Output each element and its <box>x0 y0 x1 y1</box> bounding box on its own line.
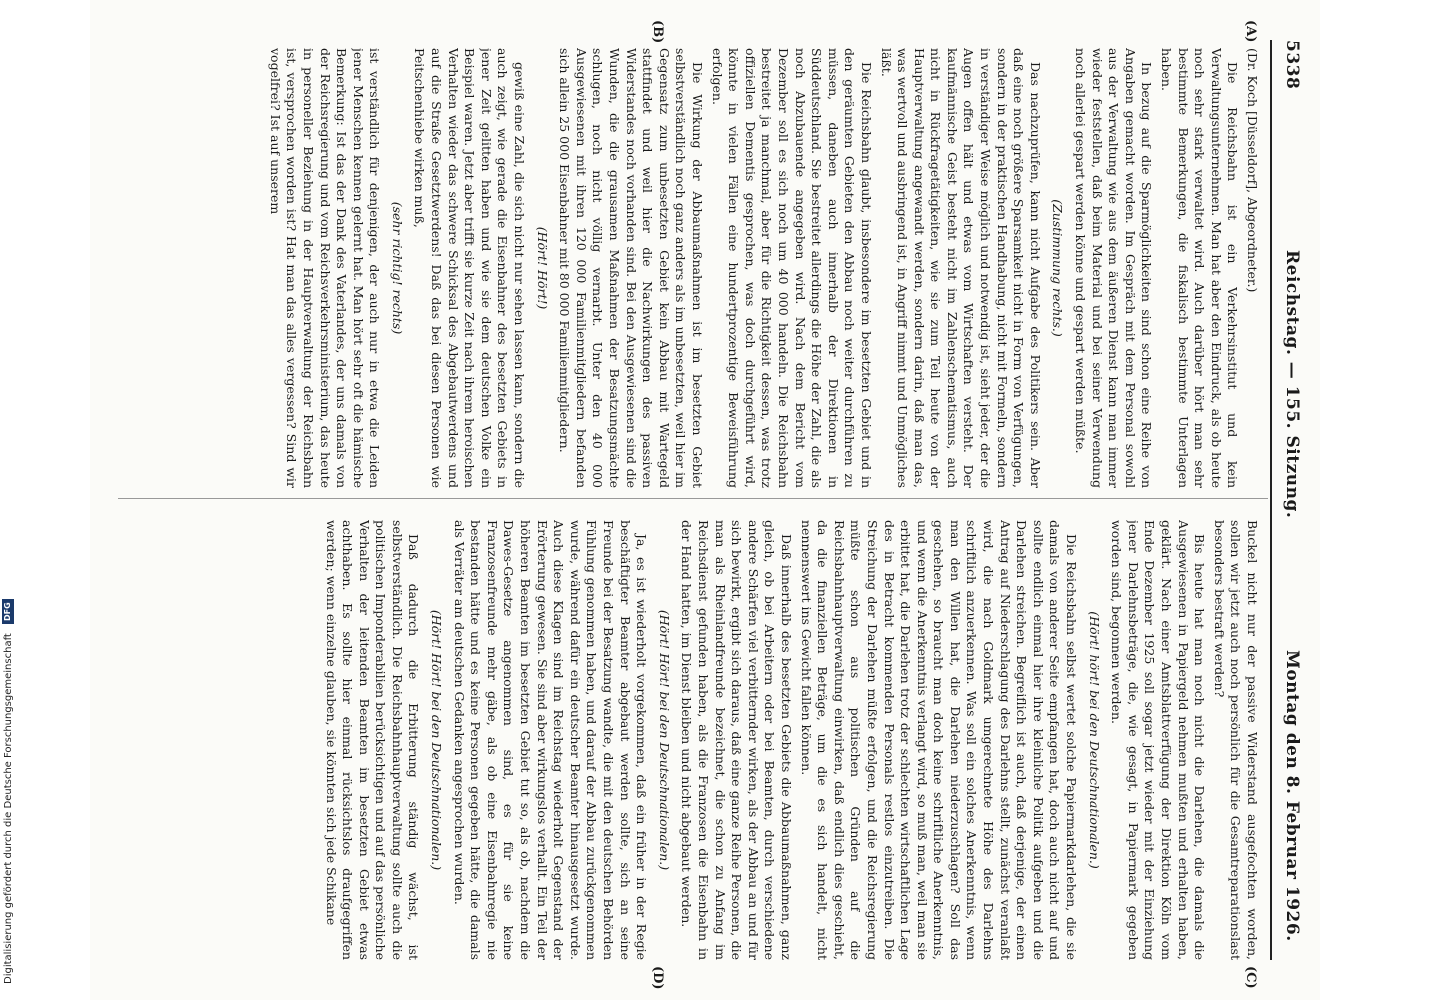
interjection: (Hört! hört! bei den Deutschnationalen.) <box>1086 611 1102 869</box>
interjection: (Hört! Hört!) <box>534 226 550 310</box>
document-page <box>90 0 1320 1000</box>
page-title: Reichstag. — 155. Sitzung. <box>1282 250 1302 519</box>
paragraph: Buckel nicht nur der passive Widerstand ausgefochten worden, sollen wir jetzt auch noch persönlich für die Gesamtreparationslast besonders bestraft werden? <box>1211 520 1260 960</box>
paragraph: (Dr. Koch [Düsseldorf], Abgeordneter.) <box>1245 48 1260 293</box>
dfg-logo: DFG <box>2 599 14 624</box>
left-text-column <box>120 48 1260 488</box>
header-rule <box>1270 40 1272 960</box>
interjection: (Hört! Hört! bei den Deutschnationalen.) <box>429 609 445 871</box>
paragraph: Das nachzuprüfen, kann nicht Aufgabe des Politikers sein. Aber daß eine noch größere Sparsamkeit nicht in Form von Verfügungen, sondern in der praktischen Handhabung, nicht mit Formeln, sondern in verständiger Weise möglich und notwendig ist, sieht jeder, der die Augen offen hält und etwas vom Wirtschaften versteht. Der kaufmännische Geist besteht nicht im Zahlenschematismus, auch nicht in Rückfragetätigkeiten, wie sie zum Teil heute von der Hauptverwaltung angewandt werden, sondern darin, daß man das, was wertvoll und ausbringend ist, in Angriff nimmt und Unmögliches läßt. <box>878 48 1043 488</box>
session-date: Montag den 8. Februar 1926. <box>1282 650 1302 942</box>
paragraph: Die Reichsbahn glaubt, insbesondere im besetzten Gebiet und in den geräumten Gebieten den Abbau noch weiter durchführen zu müssen, daneben auch innerhalb der Direktionen in Süddeutschland. Sie bestreitet allerdings die Höhe der Zahl, die als noch Abzubauende angegeben wird. Nach dem Bericht vom Dezember soll es sich noch um 40 000 handeln. Die Reichsbahn bestreitet ja manchmal, aber für die Richtigkeit dessen, was trotz offiziellen Dementis gesprochen, was doch durchgeführt wird, könnte in vielen Fällen eine hundertprozentige Beweisführung erfolgen. <box>709 48 874 488</box>
paragraph: Die Reichsbahn selbst wertet solche Papiermarkdarlehen, die sie damals von anderer Seite empfangen hat, doch auch nicht auf und sollte endlich einmal hier ihre kleinliche Politik aufgeben und die Darlehen streichen. Begreiflich ist auch, daß derjenige, der einen Antrag auf Niederschlagung des Darlehns stellt, zunächst veranlaßt wird, die nach Goldmark umgerechnete Höhe des Darlehns schriftlich anzuerkennen. Was soll ein solches Anerkenntnis, wenn man den Willen hat, die Darlehen niederzuschlagen? Soll das geschehen, so braucht man doch keine schriftliche Anerkenntnis, und wenn die Anerkenntnis verlangt wird, so muß man, weil man sie erbittet hat, die Darlehen trotz der schlechten wirtschaftlichen Lage des in Betracht kommenden Personals restlos einzutreiben. Die Streichung der Darlehen müßte erfolgen, und die Reichsregierung müßte schon aus politischen Gründen auf die Reichsbahnhauptverwaltung einwirken, daß endlich dies geschieht, da die finanziellen Beträge, um die es sich handelt, nicht nennenswert ins Gewicht fallen können. <box>798 520 1080 960</box>
interjection: (Hört! Hört! bei den Deutschnationalen.) <box>656 609 672 871</box>
paragraph: Daß dadurch die Erbitterung ständig wächst, ist selbstverständlich. Die Reichsbahnhauptverwaltung sollte auch die politischen Imponderabilien berücksichtigen und auf das persönliche Verhalten der leitenden Beamten im besetzten Gebiet etwas achthaben. Es sollte hier einmal rücksichtslos draufgegriffen werden; wenn einzelne glauben, sie könnten sich jede Schikane <box>323 520 422 960</box>
paragraph: Bis heute hat man noch nicht die Darlehen, die damals die Ausgewiesenen in Papiergeld nehmen mußten und erhalten haben, geklärt. Nach einer Amtsblattverfügung der Direktion Köln vom Ende Dezember 1925 soll sogar jetzt wieder mit der Einziehung jener Darlehnsbeträge, die, wie gesagt, in Papiermark gegeben worden sind, begonnen werden. <box>1109 520 1208 960</box>
digitization-credit <box>0 4 18 1000</box>
right-text-column <box>120 520 1260 960</box>
paragraph: In bezug auf die Sparmöglichkeiten sind schon eine Reihe von Angaben gemacht worden. Im Gespräch mit dem Personal sowohl aus der Verwaltung wie aus dem äußeren Dienst kann man immer wieder feststellen, daß beim Material und bei seiner Verwendung noch allerlei gespart werden könne und gespart werden müßte. <box>1073 48 1155 488</box>
paragraph: Die Wirkung der Abbaumaßnahmen ist im besetzten Gebiet selbstverständlich noch ganz anders als im unbesetzten, weil hier im Gegensatz zum unbesetzten Gebiet kein Abbau mit Wartegeld stattfindet und weil hier die Nachwirkungen des passiven Widerstandes noch vorhanden sind. Bei den Ausgewiesenen sind die Wunden, die die grausamen Maßnahmen der Besatzungsmächte schlugen, noch nicht völlig vernarbt. Unter den 40 000 Ausgewiesenen mit ihren 120 000 Familienmitgliedern befanden sich allein 25 000 Eisenbahner mit 80 000 Familienmitgliedern. <box>557 48 705 488</box>
margin-marker-c: (C) <box>1243 966 1258 989</box>
paragraph: Ja, es ist wiederholt vorgekommen, daß ein früher in der Regie beschäftigter Beamter abgebaut werden sollte, sich an seine Freunde bei der Besatzung wandte, die mit den deutschen Behörden Fühlung genommen haben, und darauf der Abbau zurückgenommen wurde, während dafür ein deutscher Beamter hinausgesetzt wurde. Auch diese Klagen sind im Reichstag wiederholt Gegenstand der Erörterung gewesen. Sie sind aber wirkungslos verhallt. Ein Teil der höheren Beamten im besetzten Gebiet tut so, als ob, nachdem die Dawes-Gesetze angenommen sind, es für sie keine Franzosenfreunde mehr gäbe, als ob eine Eisenbahnregie nie bestanden hätte und es keine Personen gegeben hätte, die damals als Verräter am deutschen Gedanken angesprochen wurden. <box>451 520 650 960</box>
page-number: 5338 <box>1282 40 1302 90</box>
margin-marker-b: (B) <box>650 20 665 44</box>
paragraph: ist verständlich für denjenigen, der auch nur in etwa die Leiden jener Menschen kennen gelernt hat. Man hört sehr oft die hämische Bemerkung: Ist das der Dank des Vaterlandes, der uns damals von der Reichsregierung und vom Reichsverkehrsministerium, das heute in personeller Beziehung in der Hauptverwaltung der Reichsbahn ist, versprochen worden ist? Hat man das alles vergessen? Sind wir vogelfrei? Ist auf unserem <box>267 48 383 488</box>
column-divider <box>118 498 1268 499</box>
paragraph: Die Reichsbahn ist ein Verkehrsinstitut und kein Verwaltungsunternehmen. Man hat aber den Eindruck, als ob heute noch sehr stark verwaltet wird. Auch darüber hört man sehr bestimmte Bemerkungen, die fiskalisch bestimmte Unterlagen haben. <box>1159 48 1241 488</box>
credit-text: Digitalisierung gefördert durch die Deutsche Forschungsgemeinschaft <box>3 633 14 984</box>
interjection: (sehr richtig! rechts) <box>389 201 405 335</box>
margin-marker-d: (D) <box>650 966 665 990</box>
paragraph: Daß innerhalb des besetzten Gebiets die Abbaumaßnahmen, ganz gleich, ob bei Arbeitern oder bei Beamten, durch verschiedene andere Schärfen viel verbitternder wirken, als der Abbau an und für sich bewirkt, ergibt sich daraus, daß eine ganze Reihe Personen, die man als Rheinlandfreunde bezeichnet, die schon zu Anfang im Reichsdienst gefunden haben, als die Franzosen die Eisenbahn in der Hand hatten, im Dienst bleiben und nicht abgebaut werden. <box>679 520 794 960</box>
page-header <box>1272 40 1302 960</box>
margin-marker-a: (A) <box>1243 20 1258 43</box>
interjection: (Zustimmung rechts.) <box>1050 199 1066 337</box>
paragraph: gewiß eine Zahl, die sich nicht nur sehen lassen kann, sondern die auch zeigt, wie gerade die Eisenbahner des besetzten Gebiets in jener Zeit gelitten haben und wie sie dem deutschen Volke ein Beispiel waren. Jetzt aber trifft sie kurze Zeit nach ihrem heroischen Verhalten wieder das schwere Schicksal des Abgebautwerdens und auf die Straße Gesetztwerdens! Daß das bei diesen Personen wie Peitschenhiebe wirken muß, <box>412 48 528 488</box>
